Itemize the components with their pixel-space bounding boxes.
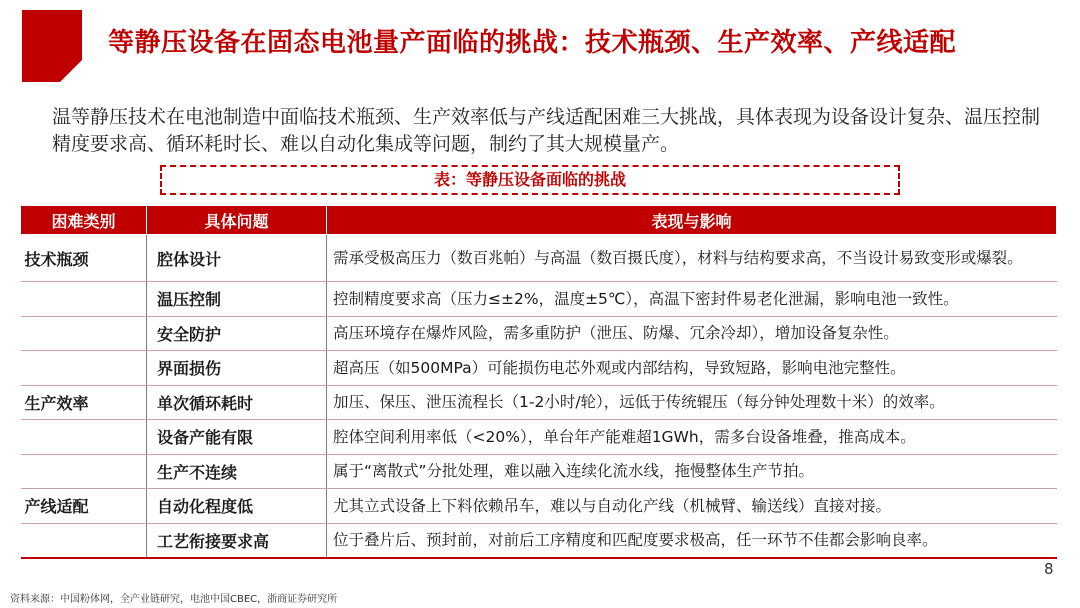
table-row (21, 385, 1057, 420)
source-note: 资料来源：中国粉体网，全产业链研究，电池中国CBEC，浙商证券研究所 (10, 594, 338, 605)
table-header-row (21, 206, 1057, 235)
row-category (21, 420, 147, 455)
intro-paragraph: 温等静压技术在电池制造中面临技术瓶颈、生产效率低与产线适配困难三大挑战，具体表现为设备设计复杂、温压控制精度要求高、循环耗时长、难以自动化集成等问题，制约了其大规模量产。 (52, 106, 1041, 155)
row-issue: 温压控制 (147, 282, 327, 317)
page-number: 8 (1044, 560, 1054, 578)
row-impact: 腔体空间利用率低（<20%），单台年产能难超1GWh，需多台设备堆叠，推高成本。 (327, 420, 1057, 455)
row-category (21, 351, 147, 386)
table-row (21, 282, 1057, 317)
table-row (21, 351, 1057, 386)
row-impact: 尤其立式设备上下料依赖吊车，难以与自动化产线（机械臂、输送线）直接对接。 (327, 489, 1057, 524)
row-category: 产线适配 (21, 489, 147, 524)
row-issue: 自动化程度低 (147, 489, 327, 524)
row-impact: 属于“离散式”分批处理，难以融入连续化流水线，拖慢整体生产节拍。 (327, 454, 1057, 489)
row-impact: 控制精度要求高（压力≤±2%，温度±5℃），高温下密封件易老化泄漏，影响电池一致性。 (327, 282, 1057, 317)
table-caption: 表：等静压设备面临的挑战 (160, 165, 900, 195)
row-issue: 界面损伤 (147, 351, 327, 386)
table-row (21, 235, 1057, 282)
row-category (21, 454, 147, 489)
table-row (21, 420, 1057, 455)
row-impact: 超高压（如500MPa）可能损伤电芯外观或内部结构，导致短路，影响电池完整性。 (327, 351, 1057, 386)
row-category (21, 282, 147, 317)
table-row (21, 489, 1057, 524)
row-category: 技术瓶颈 (21, 235, 147, 282)
row-issue: 设备产能有限 (147, 420, 327, 455)
row-issue: 腔体设计 (147, 235, 327, 282)
row-impact: 高压环境存在爆炸风险，需多重防护（泄压、防爆、冗余冷却），增加设备复杂性。 (327, 316, 1057, 351)
table-row (21, 523, 1057, 558)
table-row (21, 316, 1057, 351)
row-category (21, 316, 147, 351)
row-issue: 安全防护 (147, 316, 327, 351)
row-issue: 单次循环耗时 (147, 385, 327, 420)
row-issue: 工艺衔接要求高 (147, 523, 327, 558)
header-category: 困难类别 (21, 206, 147, 235)
row-impact: 需承受极高压力（数百兆帕）与高温（数百摄氏度），材料与结构要求高，不当设计易致变形或爆裂。 (327, 235, 1057, 282)
row-impact: 位于叠片后、预封前，对前后工序精度和匹配度要求极高，任一环节不佳都会影响良率。 (327, 523, 1057, 558)
row-category: 生产效率 (21, 385, 147, 420)
challenges-table (20, 205, 1057, 559)
row-category (21, 523, 147, 558)
slide-title: 等静压设备在固态电池量产面临的挑战：技术瓶颈、生产效率、产线适配 (108, 28, 957, 58)
row-impact: 加压、保压、泄压流程长（1-2小时/轮），远低于传统辊压（每分钟处理数十米）的效率。 (327, 385, 1057, 420)
row-issue: 生产不连续 (147, 454, 327, 489)
table-row (21, 454, 1057, 489)
header-issue: 具体问题 (147, 206, 327, 235)
corner-decoration (22, 10, 82, 82)
header-impact: 表现与影响 (327, 206, 1057, 235)
